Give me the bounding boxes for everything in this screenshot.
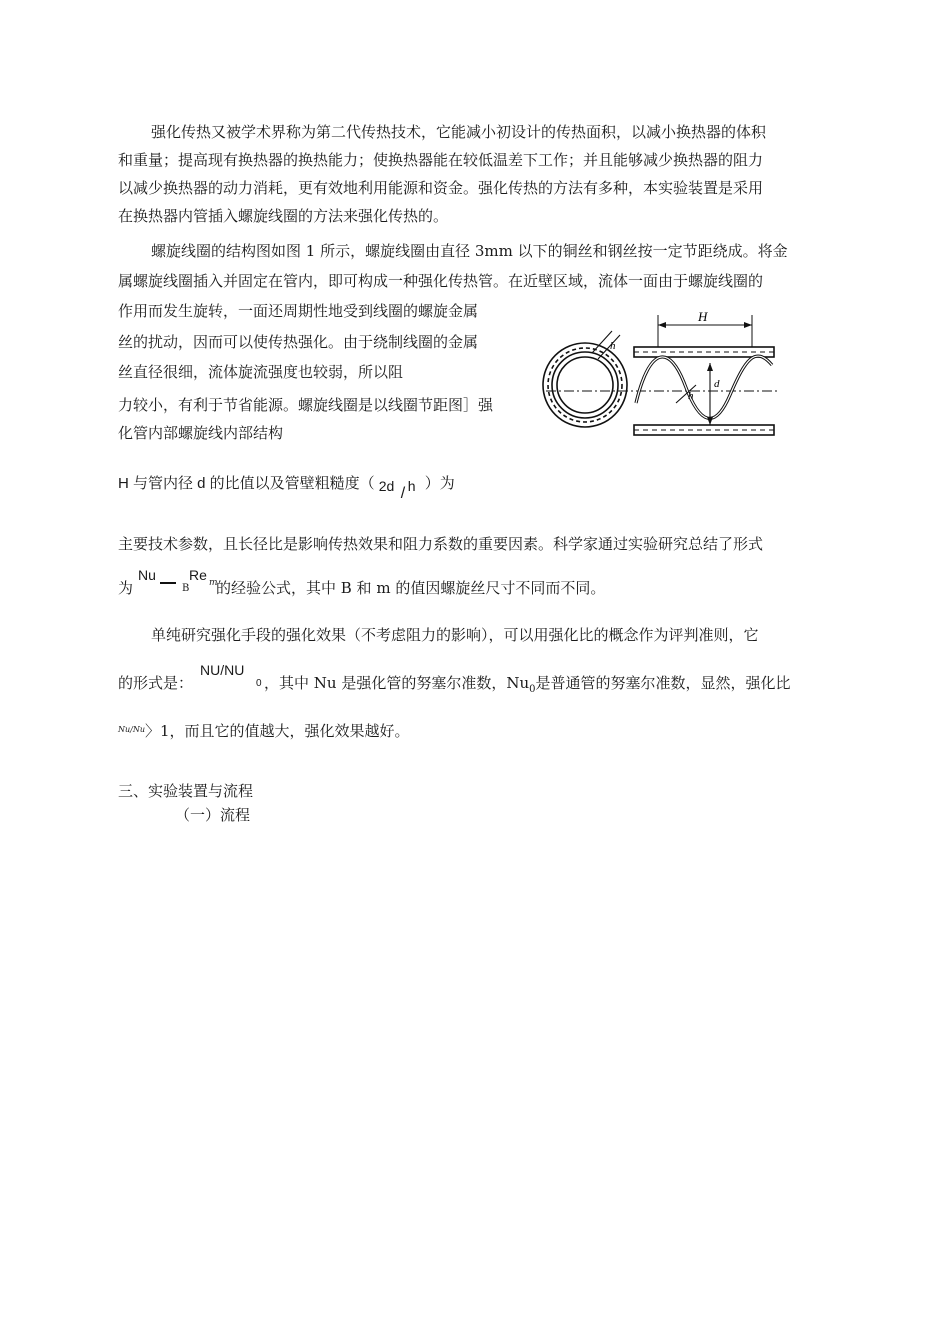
para2-wrap-4: 力较小，有利于节省能源。螺旋线圈是以线圈节距图］强 <box>118 396 494 414</box>
para3-line-2-text: ，其中 Nu 是强化管的努塞尔准数，Nu <box>264 674 530 692</box>
para3-line-2-suffix <box>264 673 791 700</box>
formula-nu: Nu <box>138 567 156 583</box>
formula-m: m <box>209 578 218 588</box>
para1-line-4: 在换热器内管插入螺旋线圈的方法来强化传热的。 <box>118 207 449 225</box>
formula-equals <box>160 582 176 584</box>
label-h-tube: h <box>688 390 694 402</box>
para3-line-3 <box>118 720 410 741</box>
tube-outer-circle <box>543 343 627 427</box>
para2-wrap-3: 丝直径很细，流体旋流强度也较弱，所以阻 <box>118 363 404 381</box>
section-heading: 三、实验装置与流程 <box>118 782 254 800</box>
para3-line-2-prefix: 的形式是： <box>118 674 194 692</box>
ratio-formula: NU/NU <box>200 662 245 678</box>
para2-line-2: 属螺旋线圈插入并固定在管内，即可构成一种强化传热管。在近壁区域，流体一面由于螺旋线圈的 <box>118 272 764 290</box>
label-h-circle: h <box>610 340 616 352</box>
formula-line <box>118 578 133 598</box>
para2-wrap-5: 化管内部螺旋线内部结构 <box>118 424 284 442</box>
tube-inner-circle <box>552 352 618 418</box>
h-ratio-prefix: H 与管内径 d 的比值以及管壁粗糙度（ <box>118 475 375 492</box>
para3-line-2-end: 是普通管的努塞尔准数，显然，强化比 <box>535 674 791 692</box>
helical-coil-figure <box>540 305 780 450</box>
para2-line-1: 螺旋线圈的结构图如图 1 所示，螺旋线圈由直径 3mm 以下的铜丝和钢丝按一定节距绕成。将金 <box>151 242 788 260</box>
formula-b: B <box>182 583 190 594</box>
h-ratio-suffix: ）为 <box>424 475 455 492</box>
para2-wrap-2: 丝的扰动，因而可以使传热强化。由于绕制线圈的金属 <box>118 333 479 351</box>
para2-wrap-1: 作用而发生旋转，一面还周期性地受到线圈的螺旋金属 <box>118 302 479 320</box>
helix-wire <box>636 356 772 418</box>
formula-suffix: 的经验公式，其中 B 和 m 的值因螺旋丝尺寸不同而不同。 <box>216 579 606 597</box>
label-H: H <box>698 309 708 324</box>
para2-line-after: 主要技术参数，且长径比是影响传热效果和阻力系数的重要因素。科学家通过实验研究总结了形式 <box>118 535 764 553</box>
para3-line-3-text: 〉1，而且它的值越大，强化效果越好。 <box>145 722 410 740</box>
h-ratio-line <box>118 474 455 502</box>
para1-line-3: 以减少换热器的动力消耗，更有效地利用能源和资金。强化传热的方法有多种，本实验装置是采用 <box>118 179 764 197</box>
roughness-numerator: 2d <box>378 478 395 494</box>
coil-circle <box>557 357 613 413</box>
section-subheading: （一）流程 <box>175 806 251 824</box>
ratio-glyph: Nu/Nu <box>118 725 145 734</box>
formula-re: Re <box>189 567 207 583</box>
para1-line-2: 和重量；提高现有换热器的换热能力；使换热器能在较低温差下工作；并且能够减少换热器的阻力 <box>118 151 764 169</box>
nu0-subscript: 0 <box>529 684 536 695</box>
para3-line-1: 单纯研究强化手段的强化效果（不考虑阻力的影响），可以用强化比的概念作为评判准则，它 <box>151 626 759 644</box>
label-d: d <box>714 378 720 390</box>
roughness-slash: / <box>400 485 406 502</box>
para1-line-1: 强化传热又被学术界称为第二代传热技术，它能减小初设计的传热面积，以减小换热器的体积 <box>151 123 767 141</box>
roughness-denominator: h <box>407 478 416 494</box>
tube-hatch-ring <box>548 348 622 422</box>
formula-prefix: 为 <box>118 579 134 597</box>
ratio-subscript: 0 <box>256 678 262 689</box>
